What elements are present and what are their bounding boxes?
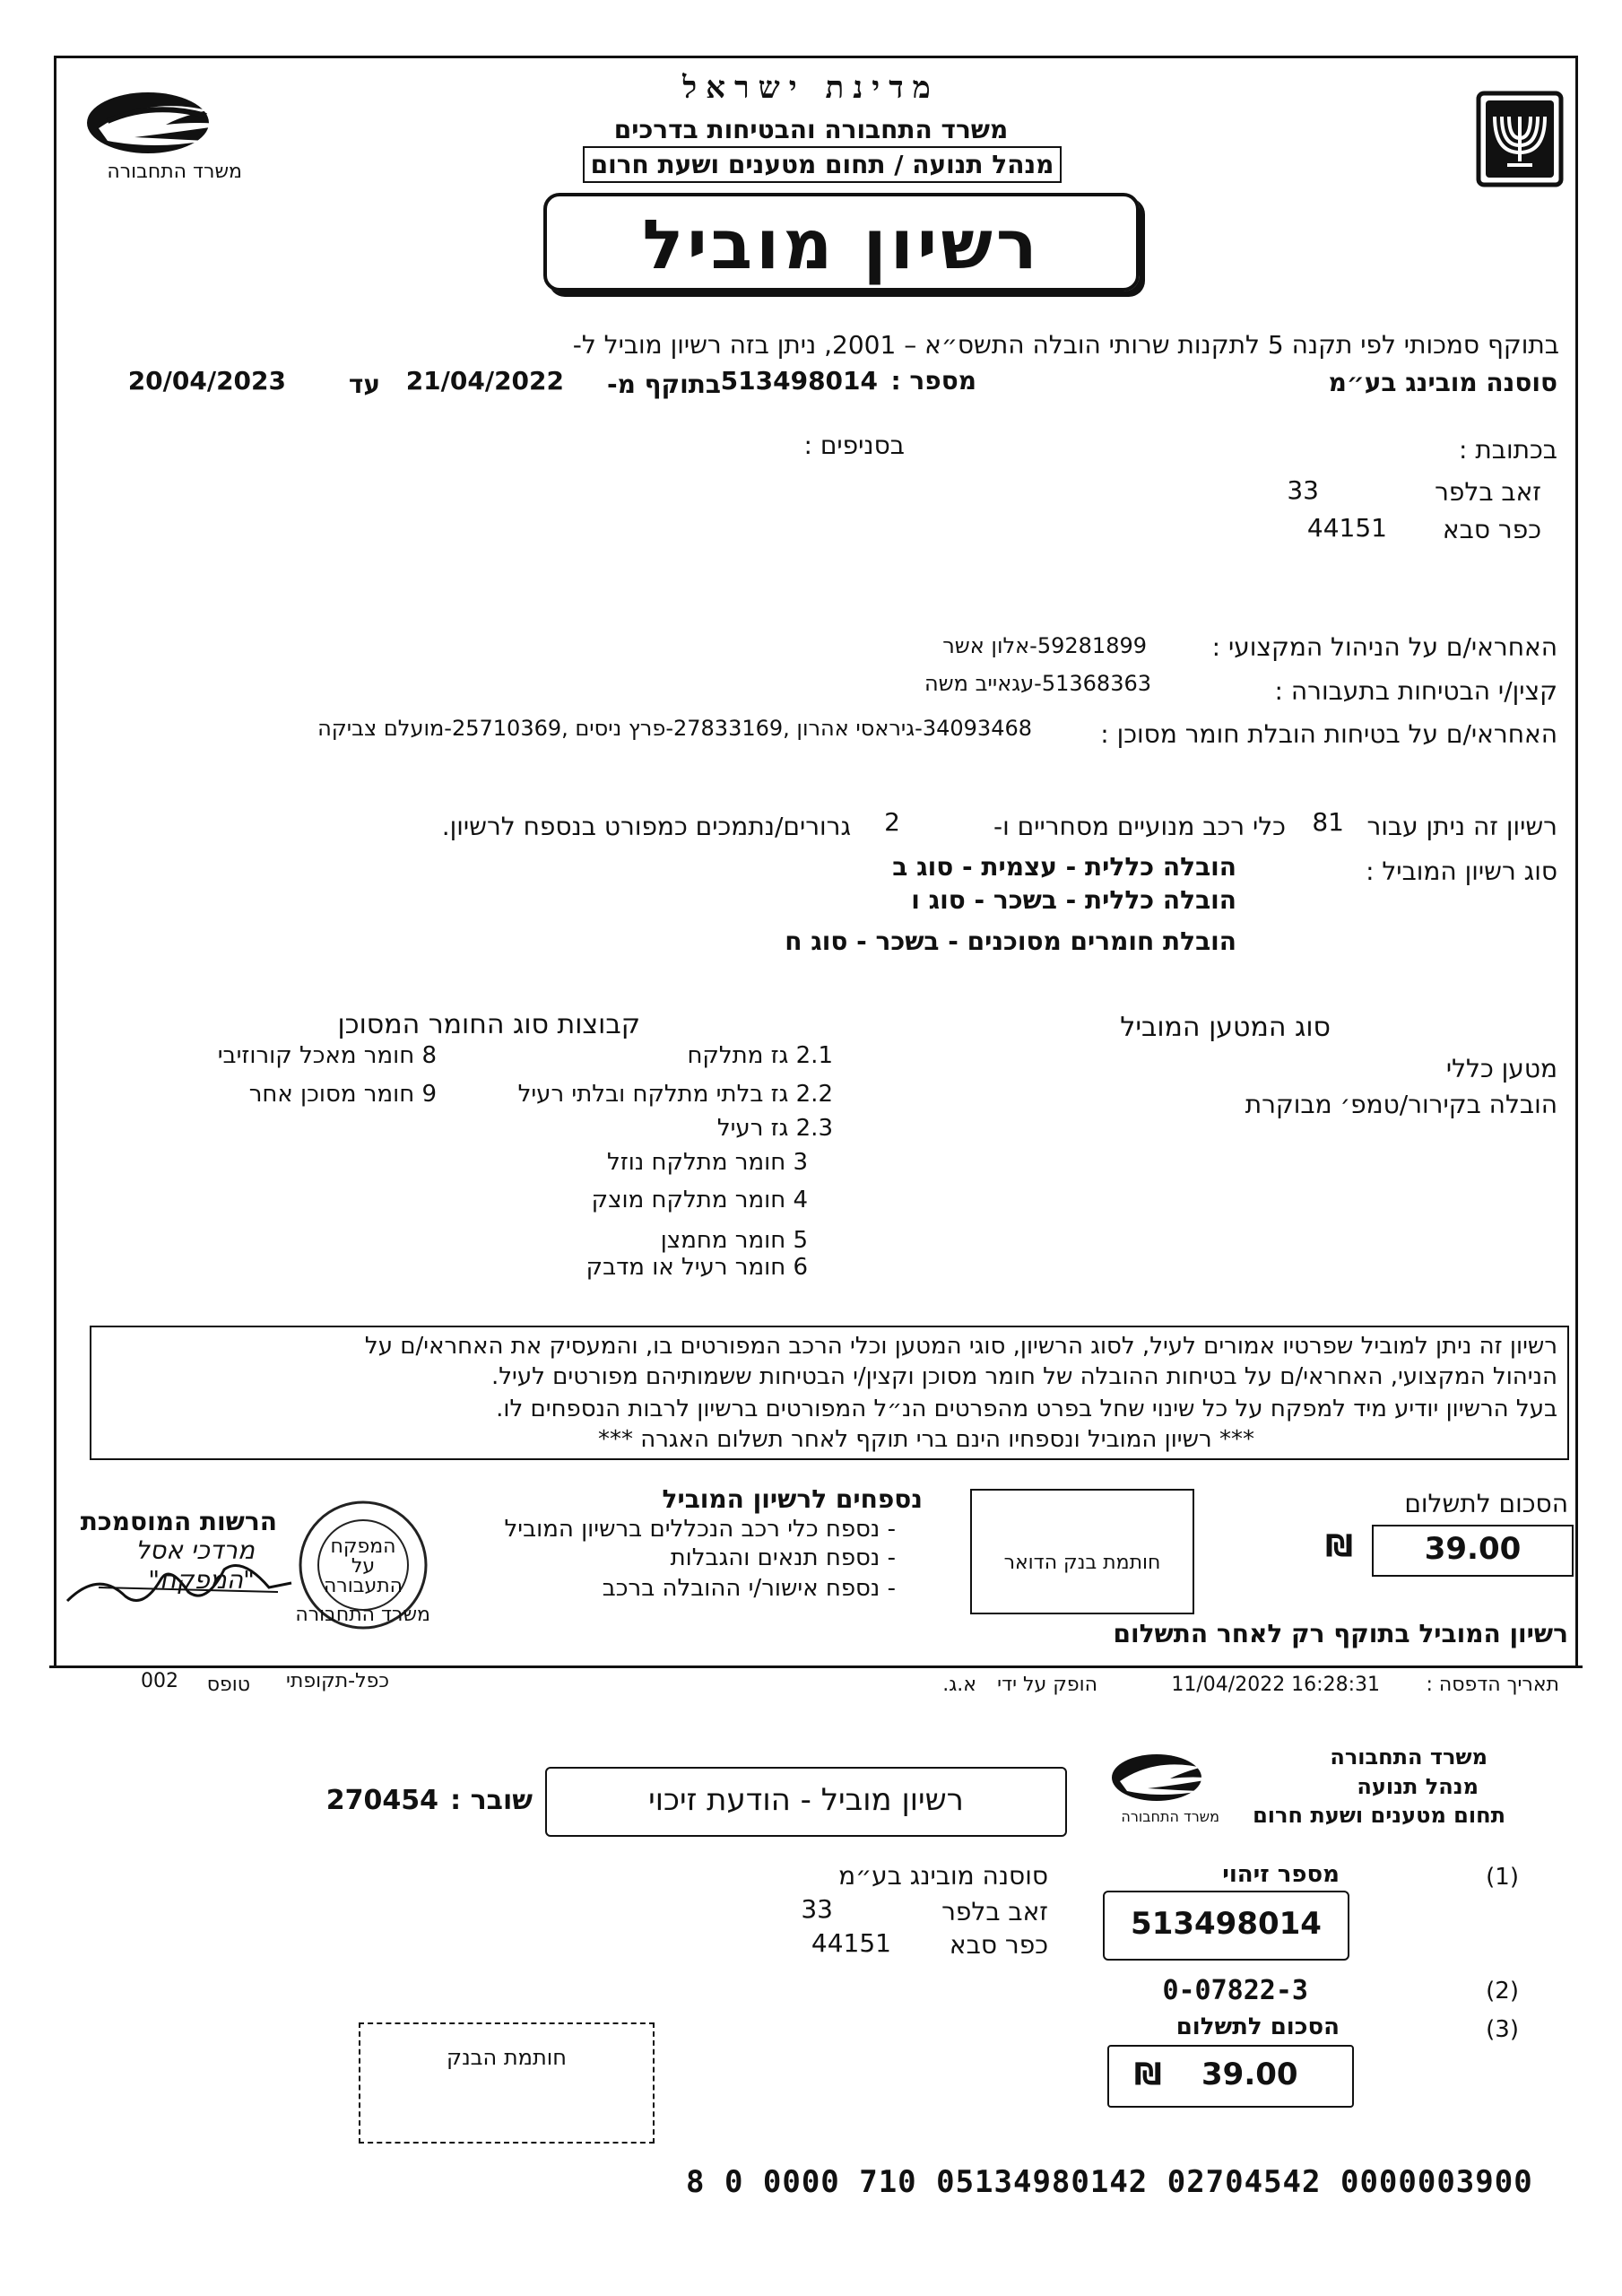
hazmat-item: [687, 1042, 833, 1069]
print-datetime: 11/04/2022 16:28:31: [1171, 1674, 1380, 1696]
bank-stamp-label: חותמת הבנק: [447, 2045, 567, 2070]
voucher-amount-label: הסכום לתשלום: [1175, 2013, 1340, 2040]
hazmat-item: [661, 1227, 808, 1254]
license-type-2: הובלה כללית - בשכר - סוג ו: [911, 885, 1236, 915]
license-number-label: מספר :: [890, 366, 976, 396]
intro-text: בתוקף סמכותי לפי תקנה 5 לתקנות שרותי הובלה התשס״א – 2001, ניתן בזה רשיון מוביל ל-: [572, 330, 1559, 360]
appendices-label: נספחים לרשיון המוביל: [662, 1484, 923, 1514]
license-type-3: הובלת חומרים מסוכנים - בשכר - סוג ח: [785, 926, 1236, 956]
voucher-admin: מנהל תנועה: [1357, 1774, 1479, 1799]
form-type: כפל-תקופתי: [286, 1670, 389, 1692]
hazmat-item: [218, 1042, 437, 1069]
appendix-text: נספח כלי רכב הנכללים ברשיון המוביל: [504, 1516, 880, 1543]
account-number: 0-07822-3: [1162, 1975, 1308, 2006]
valid-from: 21/04/2022: [405, 366, 564, 396]
seal-ring: משרד התחבורה: [295, 1604, 430, 1626]
appendix-text: נספח תנאים והגבלות: [670, 1544, 880, 1571]
authority-label: הרשות המוסמכת: [80, 1507, 277, 1536]
authority-role: "המפקח": [148, 1565, 255, 1595]
payer-zip: 44151: [811, 1928, 891, 1958]
id-label: מספר זיהוי: [1222, 1861, 1340, 1888]
hazmat-code: 3: [793, 1149, 808, 1176]
manager-label: האחראי/ם על הניהול המקצועי :: [1211, 632, 1557, 662]
license-number: 513498014: [720, 366, 878, 396]
notice-line-4: *** רשיון המוביל ונספחיו הינם ברי תוקף לאחר תשלום האגרה ***: [598, 1426, 1254, 1453]
license-type-label: סוג רשיון המוביל :: [1366, 857, 1557, 886]
seal-top: המפקח: [330, 1535, 396, 1558]
cargo-type-1: מטען כללי: [1445, 1054, 1557, 1083]
appendix-item: - נספח כלי רכב הנכללים ברשיון המוביל: [504, 1516, 896, 1543]
hazmat-item: [518, 1081, 833, 1108]
hazmat-name: חומר מחמצן: [660, 1227, 786, 1254]
field-num-1: (1): [1486, 1864, 1519, 1891]
valid-from-label: בתוקף מ-: [607, 370, 721, 399]
hazmat-code: 2.1: [795, 1042, 833, 1069]
hazmat-code: 9: [421, 1081, 437, 1108]
signature-icon: [63, 1552, 296, 1614]
hazmat-item: [717, 1115, 833, 1142]
voucher-logo-caption: משרד התחבורה: [1121, 1808, 1219, 1825]
id-value: 513498014: [1131, 1906, 1322, 1942]
printed-by: א.ג.: [942, 1674, 976, 1696]
hazmat-code: 6: [793, 1254, 808, 1281]
payment-label: הסכום לתשלום: [1404, 1489, 1568, 1518]
safety-officer-label: קצין/י הבטיחות בתעבורה :: [1274, 676, 1557, 706]
address-street: זאב בלפר: [1435, 477, 1541, 507]
ocr-code-line: 8 0 0000 710 05134980142 02704542 0000003900: [686, 2164, 1533, 2200]
seal-mid: על: [351, 1555, 376, 1578]
field-num-3: (3): [1486, 2016, 1519, 2043]
manager-value: 59281899-אלון אשר: [942, 633, 1147, 658]
top-border: [54, 56, 1578, 58]
page-title: רשיון מוביל: [642, 204, 1041, 284]
voucher-number: 270454: [325, 1785, 438, 1816]
safety-officer-value: 51368363-עגאייב משה: [924, 671, 1151, 696]
hazmat-name: גז רעיל: [716, 1115, 789, 1142]
hazmat-item: [592, 1187, 808, 1213]
trailers-count: 2: [884, 807, 900, 837]
hazmat-groups-label: קבוצות סוג החומר המסוכן: [337, 1009, 640, 1040]
payment-amount: 39.00: [1424, 1531, 1522, 1567]
authority-name: מרדכי אסל: [135, 1535, 255, 1565]
hazmat-code: 4: [793, 1187, 808, 1213]
valid-to: 20/04/2023: [127, 366, 286, 396]
payer-house: 33: [801, 1894, 833, 1924]
voucher-number-label: שובר :: [450, 1785, 533, 1816]
appendix-text: נספח אישור/י ההובלה ברכב: [602, 1575, 880, 1602]
cargo-type-2: הובלה בקירור/טמפ׳ מבוקרת: [1245, 1090, 1557, 1119]
license-type-1: הובלה כללית - עצמית - סוג ב: [892, 852, 1236, 882]
left-border: [54, 56, 56, 1665]
hazmat-code: 8: [421, 1042, 437, 1069]
voucher-amount: 39.00: [1201, 2057, 1298, 2092]
licensee-name: סוסנה מובינג בע״מ: [1328, 368, 1557, 397]
right-border: [1575, 56, 1578, 1665]
transport-swoosh-icon: [1107, 1749, 1219, 1805]
voucher-ministry: משרד התחבורה: [1330, 1744, 1488, 1770]
shekel-icon: ₪: [1325, 1528, 1353, 1564]
vehicles-text-mid: כלי רכב מנועיים מסחריים ו-: [993, 812, 1286, 841]
print-date-label: תאריך הדפסה :: [1426, 1674, 1559, 1696]
department-name: מנהל תנועה / תחום מטענים ושעת חרום: [583, 146, 1062, 183]
payer-city: כפר סבא: [949, 1930, 1048, 1960]
payment-valid-note: רשיון המוביל בתוקף רק לאחר התשלום: [1113, 1619, 1568, 1648]
hazmat-item: [586, 1254, 808, 1281]
hazmat-name: חומר מתלקח נוזל: [607, 1149, 786, 1176]
hazmat-name: גז מתלקח: [687, 1042, 789, 1069]
notice-line-2: הניהול המקצועי, האחראי/ם על בטיחות ההובלה של חומר מסוכן וקצין/י הבטיחות ששמותיהם מפורטים לעיל.: [490, 1363, 1557, 1390]
printed-by-label: הופק על ידי: [997, 1674, 1097, 1696]
hazmat-name: גז בלתי מתלקח ובלתי רעיל: [517, 1081, 789, 1108]
hazmat-officer-value: 34093468-גיראסי אהרון ,27833169-פרץ ניסים ,25710369-מועלם צביקה: [317, 716, 1032, 741]
form-label: טופס: [206, 1674, 250, 1696]
voucher-logo: [1107, 1749, 1219, 1830]
postal-stamp-label: חותמת בנק הדואר: [1003, 1552, 1161, 1574]
field-num-2: (2): [1486, 1978, 1519, 2005]
hazmat-code: 2.3: [795, 1115, 833, 1142]
hazmat-code: 2.2: [795, 1081, 833, 1108]
bank-stamp-box: [359, 2022, 655, 2144]
hazmat-name: חומר מסוכן אחר: [248, 1081, 415, 1108]
address-house: 33: [1287, 475, 1319, 505]
voucher-shekel-icon: ₪: [1134, 2057, 1162, 2092]
cargo-type-label: סוג המטען המוביל: [1120, 1012, 1331, 1043]
voucher-title: רשיון מוביל - הודעת זיכוי: [648, 1782, 964, 1818]
notice-line-1: רשיון זה ניתן למוביל שפרטיו אמורים לעיל, לסוג הרשיון, סוגי המטען וכלי הרכב המפורטים בו, והמעסיק את האחראי/ם על: [364, 1333, 1557, 1360]
vehicles-text-start: רשיון זה ניתן עבור: [1366, 812, 1557, 841]
hazmat-officer-label: האחראי/ם על בטיחות הובלת חומר מסוכן :: [1100, 719, 1557, 749]
seal-bottom: התעבורה: [323, 1575, 403, 1597]
official-seal: [296, 1498, 430, 1632]
hazmat-name: חומר רעיל או מדבק: [585, 1254, 786, 1281]
address-zip: 44151: [1306, 513, 1387, 543]
appendix-item: - נספח תנאים והגבלות: [670, 1544, 896, 1571]
form-number: 002: [141, 1670, 178, 1692]
notice-line-3: בעל הרשיון יודיע מיד למפקח על כל שינוי שחל בפרט מהפרטים הנ״ל המפורטים ברשיון לרבות הנספחים לו.: [496, 1396, 1557, 1422]
ministry-name: משרד התחבורה והבטיחות בדרכים: [613, 115, 1009, 144]
payer-street: זאב בלפר: [941, 1897, 1048, 1926]
payer-name: סוסנה מובינג בע״מ: [838, 1861, 1048, 1891]
until-label: עד: [348, 370, 380, 399]
vehicles-text-end: גרורים/נתמכים כמפורט בנספח לרשיון.: [441, 812, 851, 841]
voucher-division: תחום מטענים ושעת חרום: [1253, 1803, 1505, 1828]
hazmat-item: [607, 1149, 808, 1176]
branches-label: בסניפים :: [803, 430, 905, 460]
address-label: בכתובת :: [1459, 435, 1557, 465]
hazmat-name: חומר מאכל קורוזיבי: [217, 1042, 415, 1069]
hazmat-name: חומר מתלקח מוצק: [591, 1187, 786, 1213]
vehicles-count: 81: [1312, 807, 1344, 837]
hazmat-item: [249, 1081, 437, 1108]
cut-line: [49, 1665, 1583, 1668]
address-city: כפר סבא: [1442, 515, 1541, 544]
state-name: מדינת ישראל: [682, 70, 940, 106]
hazmat-code: 5: [793, 1227, 808, 1254]
logo-caption: משרד התחבורה: [107, 161, 242, 183]
appendix-item: - נספח אישור/י ההובלה ברכב: [602, 1575, 896, 1602]
